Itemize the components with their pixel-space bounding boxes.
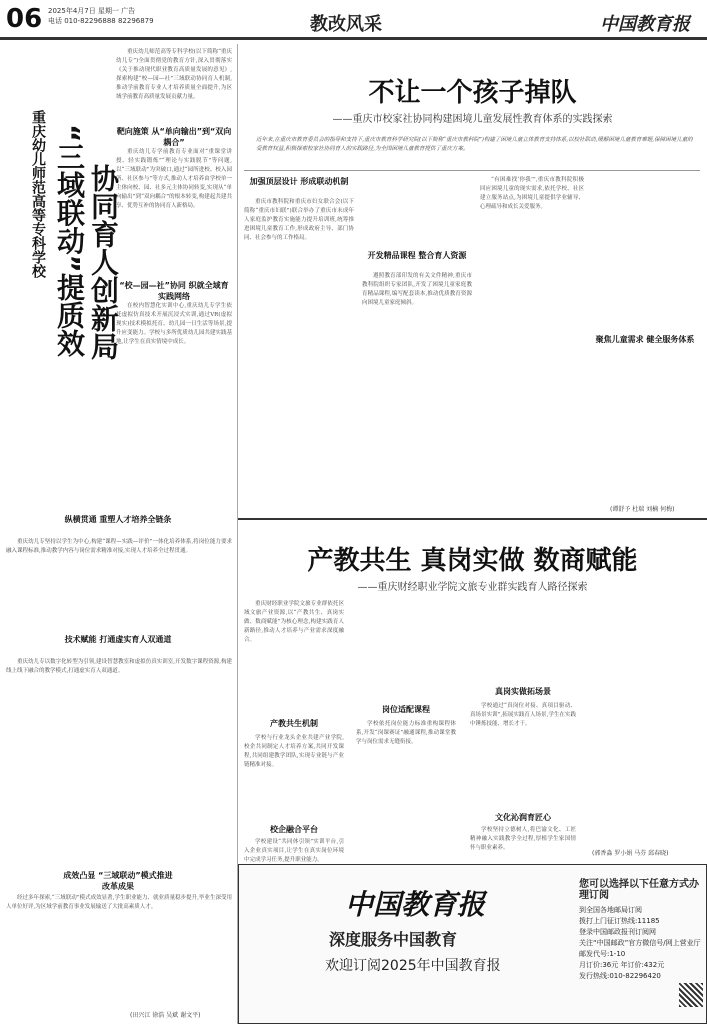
left-section-heading: 成效凸显 “三域联动”模式推进改革成果	[63, 871, 173, 891]
date-line: 2025年4月7日 星期一 广告	[48, 7, 136, 15]
left-section-heading: 靶向施策 从“单向输出”到“双向耦合”	[116, 127, 232, 147]
left-intro: 重庆幼儿师范高等专科学校(以下简称“重庆幼儿专”)全面贯彻党的教育方针,深入贯彻落实《关于推动现代职业教育高质量发展的意见》,探索构建“校—园—社”三域联动协同育人机制,推动学前教育专业人才培养质量全面提升,为区域学前教育高质量发展贡献力量。	[116, 49, 232, 100]
top-section-heading: 聚焦儿童需求 健全服务体系	[595, 335, 695, 344]
column-title: 教改风采	[310, 14, 382, 35]
bottom-section-body: 学校通过“真岗位对接、真项目驱动、真场景实训”,拓展实践育人场景,学生在实践中锤炼技能、增长才干。	[470, 703, 576, 727]
top-credit: (谭舒予 杜瑞 刘楠 何梅)	[610, 506, 675, 513]
left-section-body: 在校内智慧化实训中心,重庆幼儿专学生依托虚拟仿真技术开展沉浸式实训,通过VR(虚拟现实)技术模拟托育、幼儿园一日生活等场景,提升应变能力。学校与多所优质幼儿园共建实践基地,让学生在真实情境中成长。	[116, 303, 232, 345]
bottom-section-heading: 文化沁润育匠心	[495, 813, 551, 822]
bottom-section-body: 学校建设“共同体引领”实训平台,引入企业真实项目,让学生在真实岗位环境中完成学习任务,提升职业能力。	[244, 839, 344, 862]
subscription-advert	[238, 864, 707, 1024]
left-section-body: 经过多年探索,“三域联动”模式成效显著,学生职业能力、就业质量稳步提升,毕业生深受用人单位好评,为区域学前教育事业发展输送了大批高素质人才。	[6, 895, 232, 910]
advert-line: 拨打上门征订热线:11185	[579, 917, 660, 925]
school-name: 重庆幼儿师范高等专科学校	[30, 110, 46, 278]
left-section-heading: 技术赋能 打通虚实育人双通道	[64, 635, 172, 644]
advert-line: 到全国各地邮局订阅	[579, 906, 642, 914]
advert-line: 关注“中国邮政”官方微信号/网上营业厅	[579, 939, 701, 947]
bottom-section-body: 学校依托岗位能力标准重构课程体系,开发“岗课赛证”融通课程,推动课堂教学与岗位需求无缝衔接。	[356, 721, 456, 745]
left-title-line1: “三域联动”提质效	[53, 124, 86, 357]
advert-masthead: 中国教育报	[345, 888, 486, 921]
bottom-section-heading: 岗位适配课程	[382, 705, 430, 714]
left-article	[0, 44, 238, 1024]
divider	[244, 170, 700, 171]
top-section-heading: 开发精品课程 整合育人资源	[367, 251, 467, 260]
top-section-body: 重庆市教科院和重庆市妇女联合会(以下简称“重庆市妇联”)联合举办了重庆市未成年人家庭监护教育实施能力提升培训班,统筹推进困境儿童教育工作,形成政府主导、部门协同、社会参与的工作格局。	[244, 199, 354, 241]
left-section-body: 重庆幼儿专坚持以学生为中心,构建“课程—实践—评价”一体化培养体系,将岗位能力要求融入课程标准,推动教学内容与岗位需求精准对接,实现人才培养全过程贯通。	[6, 539, 232, 554]
advert-heading: 您可以选择以下任意方式办理订阅	[579, 879, 699, 901]
left-section-body: 重庆幼儿专以数字化转型为引领,建设智慧教室和虚拟仿真实训室,开发数字课程资源,构建线上线下融合的教学模式,打通虚实育人双通道。	[6, 659, 232, 674]
left-section-heading: “校—园—社”协同 织就全域育实践网络	[119, 281, 229, 301]
bottom-section-heading: 校企融合平台	[270, 825, 318, 834]
left-section-heading: 纵横贯通 重塑人才培养全链条	[64, 515, 172, 524]
bottom-section-heading: 真岗实做拓场景	[495, 687, 551, 696]
advert-info	[579, 879, 703, 982]
top-lead: 近年来,在重庆市教育委员会的指导和支持下,重庆市教育科学研究院(以下简称“重庆市教科院”)构建了困境儿童立体教育支持体系,以校社联动,缓解困境儿童教育难题,保障困境儿童的受教育权益,积极探索校家社协同育人的实践路径,为全国困境儿童教育提供了重庆方案。	[256, 137, 693, 152]
left-title-line2: 协同育人创新局	[87, 164, 120, 360]
bottom-section-body: 学校坚持立德树人,将巴渝文化、工匠精神融入实践教学全过程,厚植学生家国情怀与职业素养。	[470, 827, 576, 851]
contact-line: 电话 010-82296888 82296879	[48, 17, 154, 25]
header-meta	[48, 6, 154, 26]
page-number: 06	[6, 4, 43, 34]
bottom-section-heading: 产教共生机制	[270, 719, 318, 728]
advert-line: 邮发代号:1-10	[579, 950, 626, 958]
bottom-subtitle: ——重庆财经职业学院文旅专业群实践育人路径探索	[357, 582, 588, 593]
top-section-heading: 加强顶层设计 形成联动机制	[249, 177, 349, 186]
top-subtitle: ——重庆市校家社协同构建困境儿童发展性教育体系的实践探索	[332, 114, 613, 125]
advert-slogan: 深度服务中国教育	[329, 930, 458, 949]
bottom-section-body: 学校与行业龙头企业共建产业学院,校企共同制定人才培养方案,共同开发课程,共同组建教学团队,实现专业链与产业链精准对接。	[244, 735, 344, 768]
bottom-credit: (郭香淼 罗小娟 马芬 邱春晓)	[592, 850, 669, 857]
advert-line: 发行热线:010-82296420	[579, 972, 661, 980]
masthead-logo: 中国教育报	[600, 14, 690, 35]
bottom-intro: 重庆财经职业学院文旅专业群依托区域文旅产业资源,以“产教共生、真岗实做、数商赋能”为核心理念,构建实践育人新路径,推动人才培养与产业需求深度融合。	[244, 601, 344, 643]
advert-slogan-secondary: 欢迎订阅2025年中国教育报	[325, 958, 501, 974]
left-section-body: 重庆幼儿专学前教育专业面对“重课堂讲授、轻实践锻炼”“理论与实践脱节”等问题,以“三域联动”为突破口,通过“园所进校、校入园所、社区参与”等方式,推动人才培养由学校单一主体向校、园、社多元主体协同转变,实现从“单向输出”到“双向耦合”的根本转变,构建起共建共享、优势互补的协同育人新格局。	[116, 149, 232, 209]
top-section-body: 遵照教育部印发的有关文件精神,重庆市教科院组织专家团队,开发了困境儿童家庭教育精品课程,编写配套读本,推动优质教育资源向困境儿童家庭倾斜。	[362, 273, 472, 306]
advert-line: 月订价:36元 年订价:432元	[579, 961, 665, 969]
qr-code-icon	[679, 983, 703, 1007]
article-separator	[238, 518, 707, 520]
left-credit: (田兴江 徐浩 吴斌 谢文平)	[130, 1012, 201, 1019]
bottom-title: 产教共生 真岗实做 数商赋能	[307, 546, 638, 576]
page-header	[0, 0, 707, 40]
top-title: 不让一个孩子掉队	[368, 78, 577, 108]
advert-line: 登录中国邮政报刊订阅网	[579, 928, 656, 936]
top-section-body: “有困难找‘你我’”,重庆市教科院积极回应困境儿童的现实需求,依托学校、社区建立服务站点,为困境儿童提供学业辅导、心理疏导和成长关爱服务。	[480, 177, 584, 210]
